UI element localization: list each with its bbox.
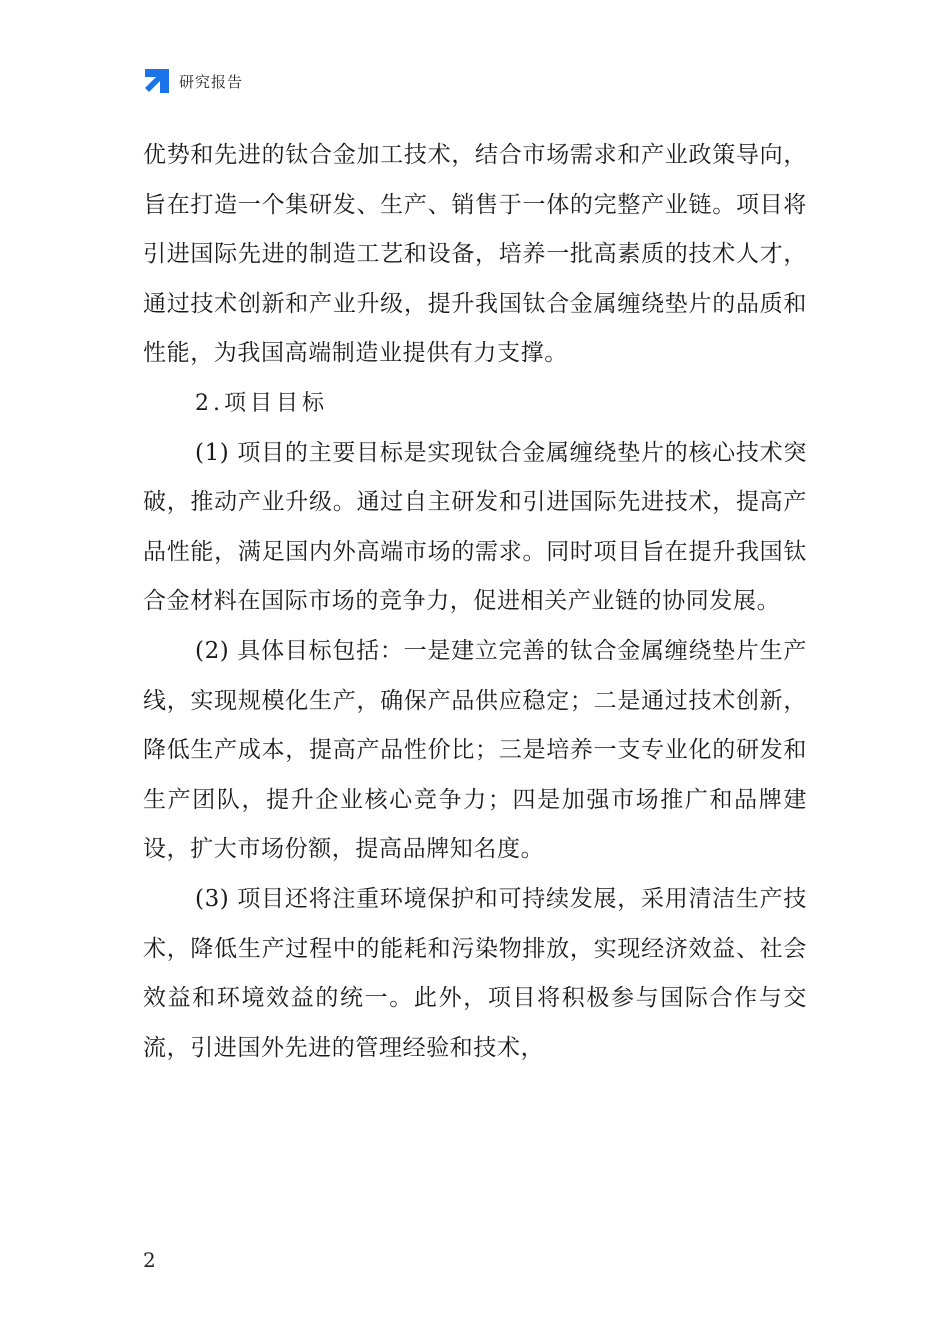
report-label: 研究报告 — [179, 72, 244, 91]
document-body — [143, 131, 807, 1073]
paragraph-environment: (3) 项目还将注重环境保护和可持续发展，采用清洁生产技术，降低生产过程中的能耗和污染物排放，实现经济效益、社会效益和环境效益的统一。此外，项目将积极参与国际合作与交流，引进国外先进的管理经验和技术， — [143, 885, 807, 1061]
paragraph-continuation: 优势和先进的钛合金加工技术，结合市场需求和产业政策导向，旨在打造一个集研发、生产、销售于一体的完整产业链。项目将引进国际先进的制造工艺和设备，培养一批高素质的技术人才，通过技术创新和产业升级，提升我国钛合金属缠绕垫片的品质和性能，为我国高端制造业提供有力支撑。 — [143, 142, 807, 367]
page-number: 2 — [143, 1248, 156, 1272]
page-header — [143, 66, 243, 96]
paragraph-specific-goals: (2) 具体目标包括：一是建立完善的钛合金属缠绕垫片生产线，实现规模化生产，确保产品供应稳定；二是通过技术创新，降低生产成本，提高产品性价比；三是培养一支专业化的研发和生产团队，提升企业核心竞争力；四是加强市场推广和品牌建设，扩大市场份额，提高品牌知名度。 — [143, 637, 807, 863]
section-heading: 2.项目目标 — [195, 390, 328, 416]
paragraph-main-goal: (1) 项目的主要目标是实现钛合金属缠绕垫片的核心技术突破，推动产业升级。通过自主研发和引进国际先进技术，提高产品性能，满足国内外高端市场的需求。同时项目旨在提升我国钛合金材料在国际市场的竞争力，促进相关产业链的协同发展。 — [143, 439, 807, 615]
arrow-logo-icon — [143, 67, 171, 95]
